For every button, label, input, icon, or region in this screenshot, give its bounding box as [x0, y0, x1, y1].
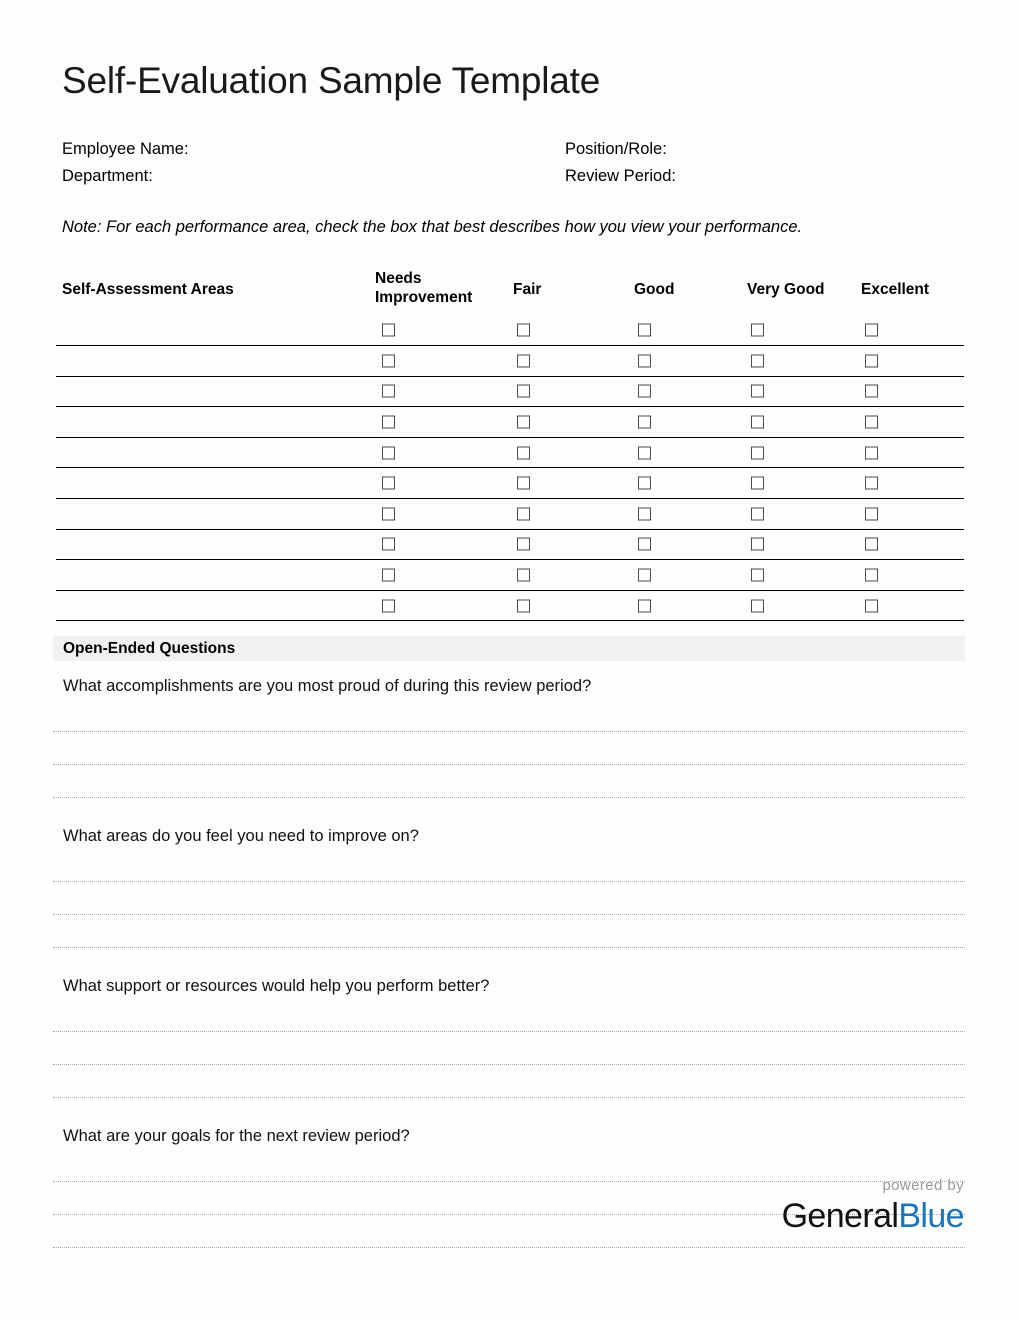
open-ended-question-block — [53, 948, 965, 1098]
rating-checkbox[interactable] — [517, 446, 530, 459]
rating-checkbox[interactable] — [382, 568, 395, 581]
table-row — [56, 377, 964, 408]
rating-checkbox[interactable] — [517, 415, 530, 428]
column-header-areas: Self-Assessment Areas — [62, 281, 234, 298]
rating-checkbox[interactable] — [517, 354, 530, 367]
generalblue-logo — [782, 1199, 964, 1233]
rating-checkbox[interactable] — [865, 415, 878, 428]
self-assessment-table — [56, 266, 964, 621]
department-label: Department: — [62, 167, 153, 185]
footer-branding — [782, 1178, 964, 1233]
open-ended-question-block — [53, 661, 965, 798]
rating-checkbox[interactable] — [382, 538, 395, 551]
rating-checkbox[interactable] — [517, 323, 530, 336]
rating-checkbox[interactable] — [638, 323, 651, 336]
column-header-fair: Fair — [513, 281, 542, 298]
rating-checkbox[interactable] — [865, 568, 878, 581]
table-row — [56, 530, 964, 561]
meta-row-1 — [62, 136, 962, 163]
rating-checkbox[interactable] — [865, 354, 878, 367]
open-ended-section-band — [53, 636, 965, 661]
rating-checkbox[interactable] — [865, 507, 878, 520]
rating-checkbox[interactable] — [382, 477, 395, 490]
rating-checkbox[interactable] — [751, 354, 764, 367]
rating-checkbox[interactable] — [751, 538, 764, 551]
question-text: What support or resources would help you perform better? — [63, 977, 490, 995]
column-header-good: Good — [634, 281, 675, 298]
table-row — [56, 407, 964, 438]
open-ended-section-title: Open-Ended Questions — [63, 640, 236, 657]
answer-line[interactable] — [53, 732, 965, 765]
table-body — [56, 314, 964, 621]
rating-checkbox[interactable] — [382, 599, 395, 612]
rating-checkbox[interactable] — [382, 385, 395, 398]
rating-checkbox[interactable] — [751, 507, 764, 520]
question-text: What areas do you feel you need to improve on? — [63, 827, 419, 845]
column-header-needs-improvement: Needs Improvement — [375, 270, 473, 306]
rating-checkbox[interactable] — [517, 507, 530, 520]
rating-checkbox[interactable] — [865, 538, 878, 551]
rating-checkbox[interactable] — [865, 385, 878, 398]
open-ended-section — [53, 636, 965, 1248]
rating-checkbox[interactable] — [638, 354, 651, 367]
rating-checkbox[interactable] — [751, 568, 764, 581]
open-ended-question-block — [53, 798, 965, 948]
table-row — [56, 314, 964, 346]
column-header-excellent: Excellent — [861, 281, 930, 298]
rating-checkbox[interactable] — [751, 415, 764, 428]
employee-meta-block — [62, 136, 962, 190]
answer-lines — [53, 697, 965, 798]
table-row — [56, 438, 964, 469]
rating-checkbox[interactable] — [638, 415, 651, 428]
table-row — [56, 346, 964, 377]
rating-checkbox[interactable] — [638, 477, 651, 490]
table-header-row — [56, 266, 964, 314]
table-row — [56, 560, 964, 591]
rating-checkbox[interactable] — [638, 385, 651, 398]
rating-checkbox[interactable] — [638, 507, 651, 520]
position-role-label: Position/Role: — [565, 140, 667, 158]
rating-checkbox[interactable] — [638, 538, 651, 551]
answer-line[interactable] — [53, 882, 965, 915]
rating-checkbox[interactable] — [751, 477, 764, 490]
meta-row-2 — [62, 163, 962, 190]
rating-checkbox[interactable] — [517, 477, 530, 490]
table-row — [56, 591, 964, 622]
rating-checkbox[interactable] — [865, 446, 878, 459]
answer-line[interactable] — [53, 1032, 965, 1065]
answer-line[interactable] — [53, 697, 965, 732]
answer-line[interactable] — [53, 997, 965, 1032]
rating-checkbox[interactable] — [517, 538, 530, 551]
rating-checkbox[interactable] — [865, 477, 878, 490]
answer-line[interactable] — [53, 765, 965, 798]
rating-checkbox[interactable] — [638, 568, 651, 581]
logo-text-blue: Blue — [898, 1197, 964, 1235]
answer-lines — [53, 997, 965, 1098]
logo-text-general: General — [781, 1197, 899, 1235]
employee-name-label: Employee Name: — [62, 140, 189, 158]
rating-checkbox[interactable] — [751, 323, 764, 336]
page-title: Self-Evaluation Sample Template — [62, 60, 601, 101]
rating-checkbox[interactable] — [865, 599, 878, 612]
rating-checkbox[interactable] — [638, 446, 651, 459]
rating-checkbox[interactable] — [517, 385, 530, 398]
answer-line[interactable] — [53, 915, 965, 948]
table-row — [56, 468, 964, 499]
rating-checkbox[interactable] — [638, 599, 651, 612]
table-row — [56, 499, 964, 530]
answer-line[interactable] — [53, 1065, 965, 1098]
rating-checkbox[interactable] — [382, 446, 395, 459]
rating-checkbox[interactable] — [751, 385, 764, 398]
review-period-label: Review Period: — [565, 167, 676, 185]
question-text: What accomplishments are you most proud of during this review period? — [63, 677, 592, 695]
question-text: What are your goals for the next review period? — [63, 1127, 410, 1145]
rating-checkbox[interactable] — [751, 446, 764, 459]
answer-lines — [53, 847, 965, 948]
rating-checkbox[interactable] — [382, 507, 395, 520]
answer-line[interactable] — [53, 1147, 965, 1182]
answer-line[interactable] — [53, 847, 965, 882]
rating-checkbox[interactable] — [865, 323, 878, 336]
column-header-very-good: Very Good — [747, 281, 825, 298]
rating-checkbox[interactable] — [517, 568, 530, 581]
rating-checkbox[interactable] — [382, 354, 395, 367]
rating-checkbox[interactable] — [517, 599, 530, 612]
rating-checkbox[interactable] — [751, 599, 764, 612]
rating-checkbox[interactable] — [382, 415, 395, 428]
rating-checkbox[interactable] — [382, 323, 395, 336]
powered-by-label: powered by — [882, 1177, 964, 1194]
instruction-note: Note: For each performance area, check the box that best describes how you view your performance. — [62, 218, 803, 236]
open-ended-question-list — [53, 661, 965, 1248]
